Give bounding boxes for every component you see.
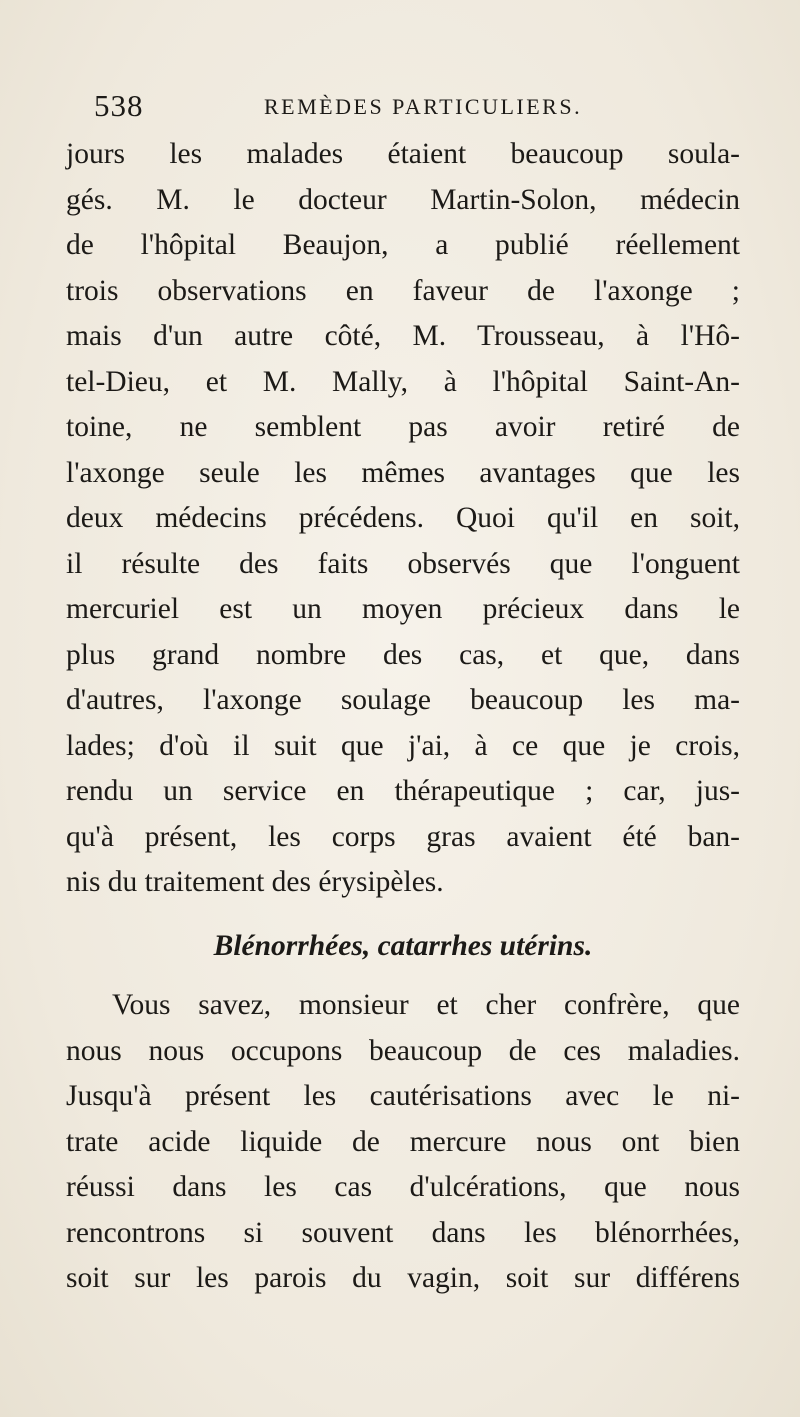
text-line: rendu un service en thérapeutique ; car, jus- (66, 775, 740, 807)
text-line: Vous savez, monsieur et cher confrère, que (112, 989, 740, 1021)
text-line: toine, ne semblent pas avoir retiré de (66, 411, 740, 443)
text-line: mais d'un autre côté, M. Trousseau, à l'Hô- (66, 320, 740, 352)
body-text (66, 132, 740, 1302)
text-line: de l'hôpital Beaujon, a publié réellement (66, 229, 740, 261)
page-number: 538 (94, 88, 144, 123)
text-line: réussi dans les cas d'ulcérations, que nous (66, 1171, 740, 1203)
text-line: lades; d'où il suit que j'ai, à ce que je crois, (66, 729, 740, 762)
text-line: nis du traitement des érysipèles. (66, 866, 444, 898)
text-line: nous nous occupons beaucoup de ces maladies. (66, 1034, 740, 1067)
text-line: plus grand nombre des cas, et que, dans (66, 638, 740, 671)
text-line: mercuriel est un moyen précieux dans le (66, 593, 740, 625)
text-line: deux médecins précédens. Quoi qu'il en soit, (66, 502, 740, 534)
text-line: trate acide liquide de mercure nous ont bien (66, 1125, 740, 1158)
section-heading: Blénorrhées, catarrhes utérins. (213, 929, 593, 962)
text-line: qu'à présent, les corps gras avaient été ban- (66, 820, 740, 853)
paragraph-1 (66, 132, 740, 906)
text-line: jours les malades étaient beaucoup soula- (66, 138, 740, 170)
text-line: rencontrons si souvent dans les blénorrhées, (66, 1216, 740, 1249)
text-line: l'axonge seule les mêmes avantages que les (66, 456, 740, 489)
text-line: gés. M. le docteur Martin-Solon, médecin (66, 183, 740, 216)
text-line: trois observations en faveur de l'axonge ; (66, 274, 740, 307)
text-line: tel-Dieu, et M. Mally, à l'hôpital Saint-An- (66, 365, 740, 398)
text-line: Jusqu'à présent les cautérisations avec le ni- (66, 1080, 740, 1112)
running-head: REMÈDES PARTICULIERS. (264, 94, 583, 119)
text-line: soit sur les parois du vagin, soit sur différens (66, 1262, 740, 1294)
page-header (94, 88, 734, 124)
paragraph-2 (66, 983, 740, 1302)
text-line: il résulte des faits observés que l'onguent (66, 547, 740, 580)
text-line: d'autres, l'axonge soulage beaucoup les ma- (66, 684, 740, 716)
